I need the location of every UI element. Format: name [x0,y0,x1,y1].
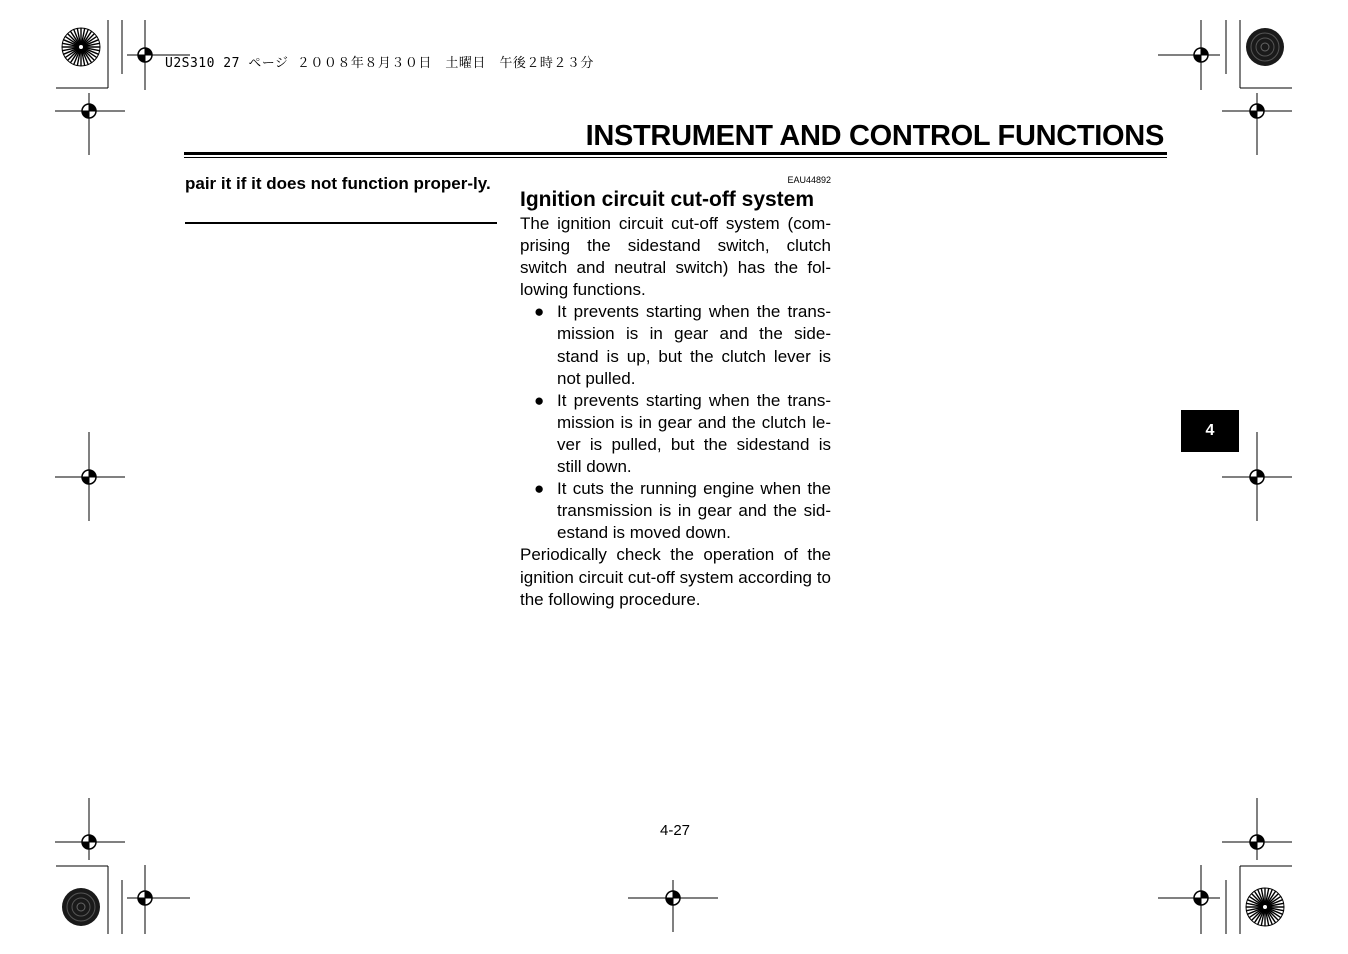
title-rule-thick [184,152,1167,155]
print-header: U2S310 27 ページ ２００８年８月３０日 土曜日 午後２時２３分 [165,56,594,71]
list-item: ● It cuts the running engine when the transmission is in gear and the sid-estand is moved down. [534,479,831,543]
section-heading: Ignition circuit cut-off system [520,188,815,211]
page-number: 4-27 [659,822,691,839]
list-item: ● It prevents starting when the trans-mission is in gear and the clutch le-ver is pulled, but the sidestand is still down. [534,390,831,477]
starburst-target-icon [62,28,100,66]
chapter-tab-label: 4 [1205,422,1215,439]
title-rule-thin [184,157,1167,158]
starburst-target-icon [1246,28,1284,66]
right-column [520,174,831,611]
chapter-tab [1181,410,1239,452]
section-title: INSTRUMENT AND CONTROL FUNCTIONS [585,120,1164,152]
bullet-icon: ● [534,390,545,410]
bullet-icon: ● [534,302,545,322]
starburst-target-icon [62,888,100,926]
left-column-text: pair it if it does not function proper-ly. [185,174,491,193]
function-list [520,301,831,544]
closing-paragraph: Periodically check the operation of the ignition circuit cut-off system according to the following procedure. [520,545,831,609]
left-column-rule [185,222,497,224]
bullet-icon: ● [534,479,545,499]
list-item: ● It prevents starting when the trans-mission is in gear and the side-stand is up, but the clutch lever is not pulled. [534,302,831,388]
starburst-target-icon [1246,888,1284,926]
intro-paragraph: The ignition circuit cut-off system (com-prising the sidestand switch, clutch switch and neutral switch) has the fol-lowing functions. [520,214,831,300]
doc-code: EAU44892 [787,175,831,185]
